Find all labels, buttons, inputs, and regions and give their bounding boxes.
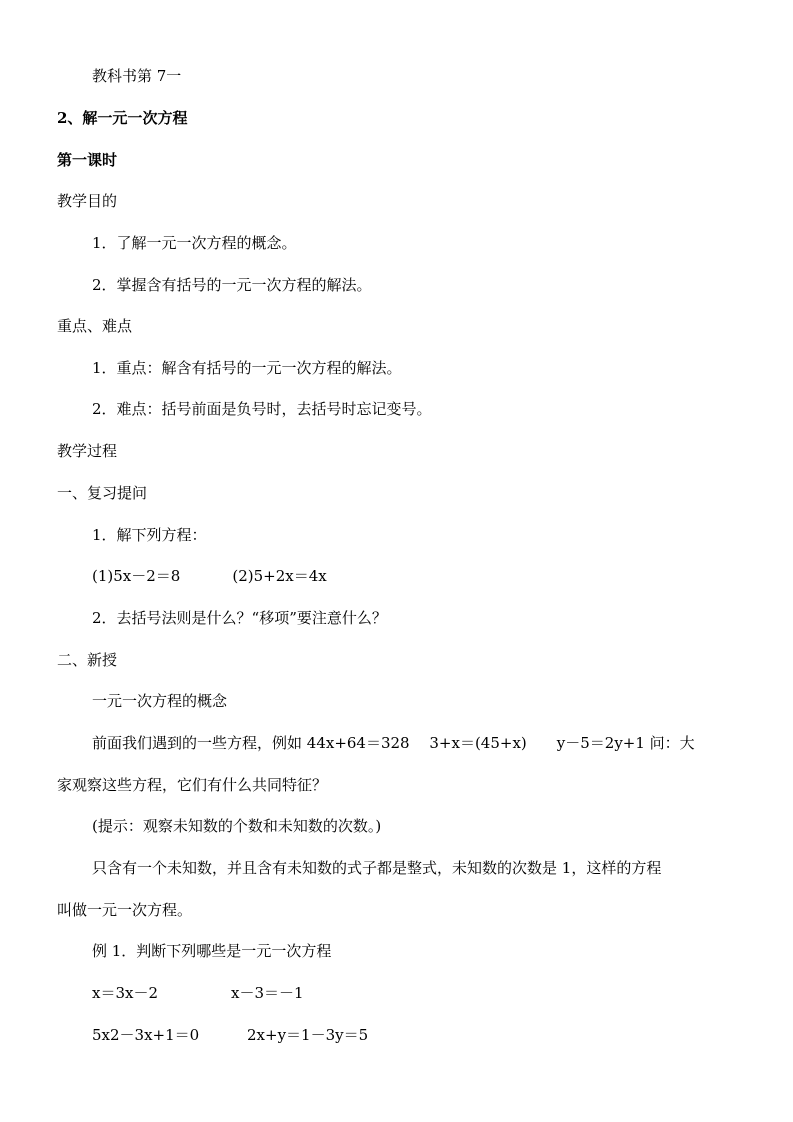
review-equation: (2)5+2x＝4x (232, 567, 327, 585)
header-text: 教科书第 7一 (92, 67, 182, 85)
paragraph-line: 前面我们遇到的一些方程，例如 44x+64＝328 3+x＝(45+x) y－5＝2y+1 问：大 (92, 734, 695, 752)
lesson-title: 第一课时 (57, 151, 118, 169)
example-equation: x＝3x－2 (92, 984, 159, 1002)
review-equations (92, 566, 327, 586)
section-title: 2、解一元一次方程 (57, 109, 188, 127)
key-point-item: 1．重点：解含有括号的一元一次方程的解法。 (92, 359, 402, 377)
review-equation: (1)5x－2＝8 (92, 567, 181, 585)
example-equation: 5x2－3x+1＝0 (92, 1026, 200, 1044)
example-equation: x－3＝－1 (231, 984, 304, 1002)
objective-item: 2．掌握含有括号的一元一次方程的解法。 (92, 276, 372, 294)
hint-text: (提示：观察未知数的个数和未知数的次数。) (92, 817, 382, 835)
example-equation: 2x+y＝1－3y＝5 (247, 1026, 369, 1044)
example-title: 例 1．判断下列哪些是一元一次方程 (92, 942, 332, 960)
concept-title: 一元一次方程的概念 (92, 692, 228, 710)
review-question-1: 1．解下列方程： (92, 526, 207, 544)
definition-line: 只含有一个未知数，并且含有未知数的式子都是整式，未知数的次数是 1，这样的方程 (92, 859, 662, 877)
key-point-item: 2．难点：括号前面是负号时，去括号时忘记变号。 (92, 400, 432, 418)
new-heading: 二、新授 (57, 651, 118, 669)
process-heading: 教学过程 (57, 442, 118, 460)
review-question-2: 2．去括号法则是什么？“移项”要注意什么？ (92, 609, 387, 627)
paragraph-line: 家观察这些方程，它们有什么共同特征？ (57, 776, 328, 794)
definition-line: 叫做一元一次方程。 (57, 901, 193, 919)
review-heading: 一、复习提问 (57, 484, 148, 502)
objectives-heading: 教学目的 (57, 192, 118, 210)
key-points-heading: 重点、难点 (57, 317, 133, 335)
objective-item: 1．了解一元一次方程的概念。 (92, 234, 297, 252)
